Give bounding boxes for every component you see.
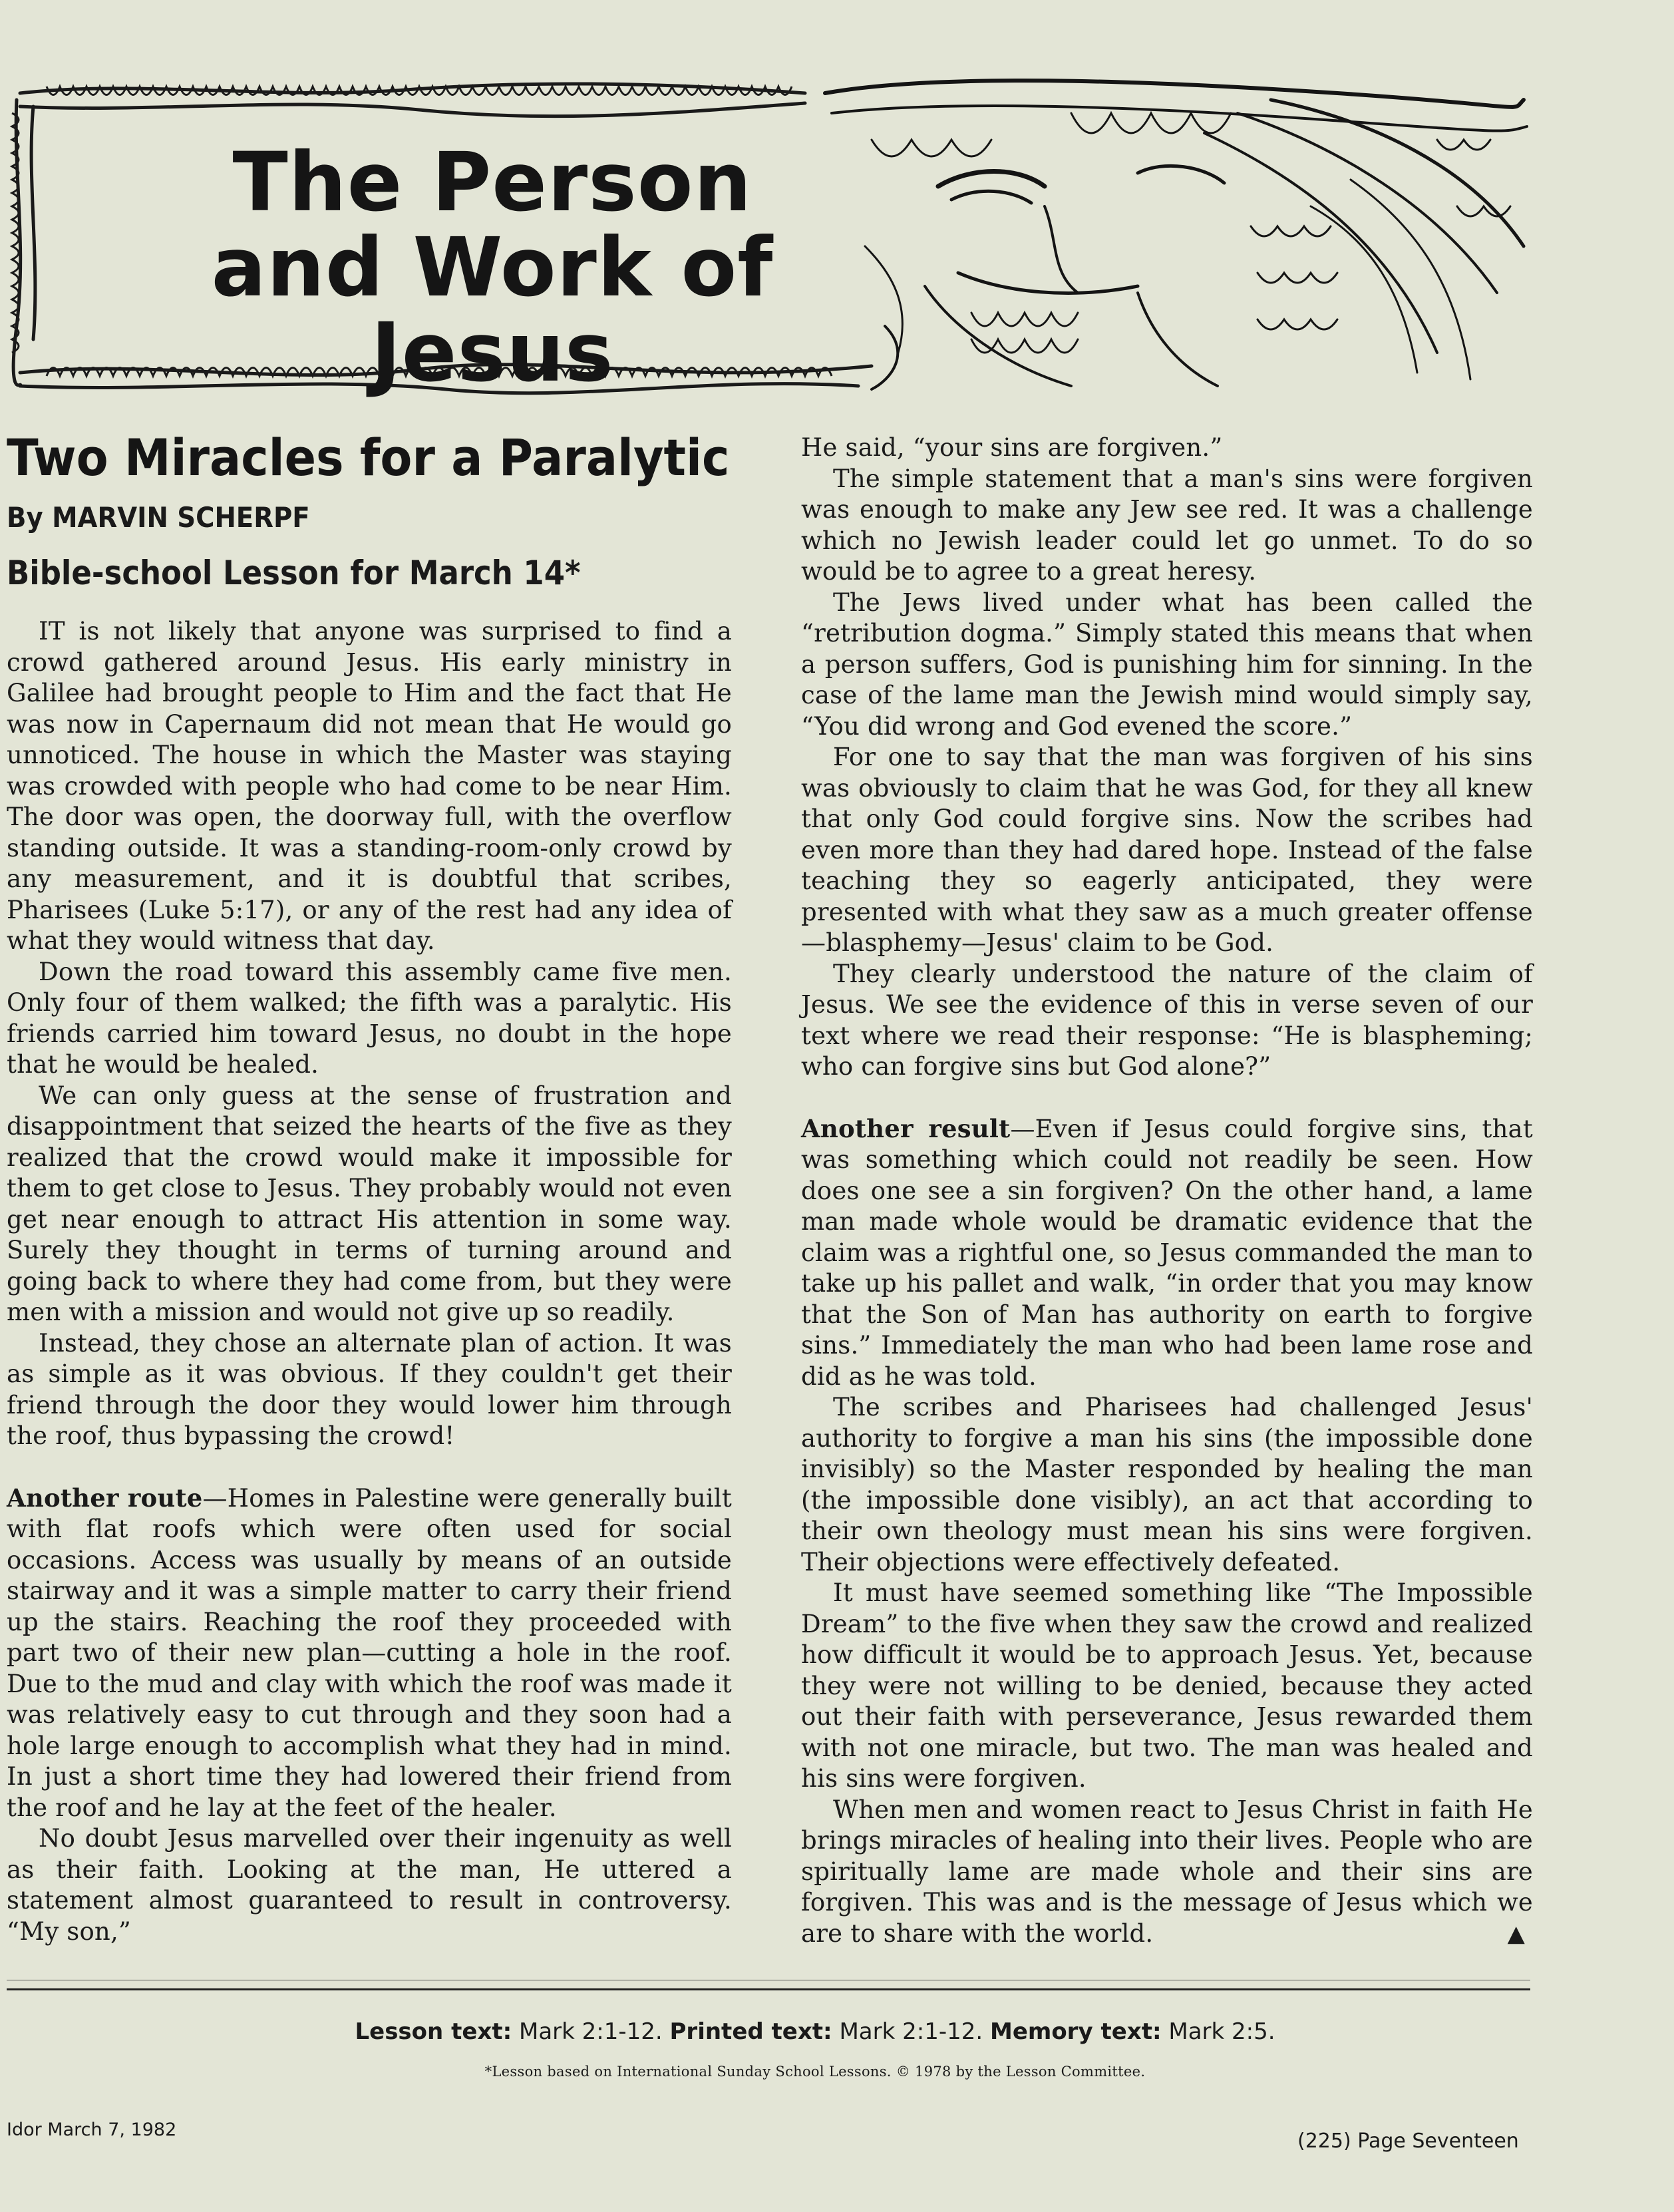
lesson-references: [7, 2016, 1623, 2047]
folio-date: Idor March 7, 1982: [7, 2120, 177, 2140]
lesson-heading: Bible-school Lesson for March 14*: [7, 554, 581, 592]
printed-text-value: Mark 2:1-12.: [839, 2018, 983, 2045]
paragraph: The Jews lived under what has been called the “retribution dogma.” Simply stated this means that when a person suffers, God is punishing him for sinning. In the case of the lame man the Jewish mind would simply say, “You did wrong and God evened the score.”: [801, 588, 1533, 741]
lesson-text-label: Lesson text:: [355, 2018, 512, 2045]
left-body: [7, 616, 732, 1947]
article-title: Two Miracles for a Paralytic: [7, 428, 730, 487]
paragraph: It must have seemed something like “The Impossible Dream” to the five when they saw the crowd and realized how difficult it would be to approach Jesus. Yet, because they were not willing to be denied, because they acted out their faith with perseverance, Jesus rewarded them with not one miracle, but two. The man was healed and his sins were forgiven.: [801, 1578, 1533, 1793]
paragraph: The scribes and Pharisees had challenged Jesus' authority to forgive a man his sins (the impossible done invisibly) so the Master responded by healing the man (the impossible done visibly), an act that according to their own theology must mean his sins were forgiven. Their objections were effectively defeated.: [801, 1393, 1533, 1576]
title-banner: [7, 73, 1530, 399]
banner-title-line2: and Work of Jesus: [211, 220, 774, 399]
left-column: [7, 426, 732, 1947]
lesson-text-value: Mark 2:1-12.: [518, 2018, 663, 2045]
divider-rule: [7, 1988, 1530, 1990]
memory-text-value: Mark 2:5.: [1168, 2018, 1275, 2045]
folio-page-number: (225) Page Seventeen: [1297, 2129, 1519, 2153]
paragraph: IT is not likely that anyone was surprised to find a crowd gathered around Jesus. His early ministry in Galilee had brought people to Him and the fact that He was now in Capernaum did not mean that He would go unnoticed. The house in which the Master was staying was crowded with people who had come to be near Him. The door was open, the doorway full, with the overflow standing outside. It was a standing-room-only crowd by any measurement, and it is doubtful that scribes, Pharisees (Luke 5:17), or any of the rest had any idea of what they would witness that day.: [7, 617, 732, 955]
banner-title: [100, 135, 885, 399]
printed-text-label: Printed text:: [669, 2018, 832, 2045]
paragraph: The simple statement that a man's sins were forgiven was enough to make any Jew see red. It was a challenge which no Jewish leader could let go unmet. To do so would be to agree to a great heresy.: [801, 464, 1533, 586]
section-another-result: [801, 1113, 1533, 1393]
paragraph: Instead, they chose an alternate plan of action. It was as simple as it was obvious. If they couldn't get their friend through the door they would lower him through the roof, thus bypassing the crowd!: [7, 1328, 732, 1450]
paragraph-final: [801, 1795, 1533, 1950]
paragraph: Down the road toward this assembly came five men. Only four of them walked; the fifth was a paralytic. His friends carried him toward Jesus, no doubt in the hope that he would be healed.: [7, 957, 732, 1079]
paragraph: They clearly understood the nature of the claim of Jesus. We see the evidence of this in verse seven of our text where we read their response: “He is blaspheming; who can forgive sins but God alone?”: [801, 959, 1533, 1081]
final-text: When men and women react to Jesus Christ in faith He brings miracles of healing into their lives. People who are spiritually lame are made whole and their sins are forgiven. This was and is the message of Jesus which we are to share with the world.: [801, 1795, 1533, 1948]
runin-heading: Another result: [801, 1113, 1011, 1143]
right-body: [801, 433, 1533, 1949]
section-another-route: [7, 1483, 732, 1824]
paragraph: No doubt Jesus marvelled over their ingenuity as well as their faith. Looking at the man, He uttered a statement almost guaranteed to result in controversy. “My son,”: [7, 1824, 732, 1946]
right-column: [801, 433, 1533, 1949]
section-text: —Homes in Palestine were generally built with flat roofs which were often used for social occasions. Access was usually by means of an outside stairway and it was a simple matter to carry their friend up the stairs. Reaching the roof they proceeded with part two of their new plan—cutting a hole in the roof. Due to the mud and clay with which the roof was made it was relatively easy to cut through and they soon had a hole large enough to accomplish what they had in mind. In just a short time they had lowered their friend from the roof and he lay at the feet of the healer.: [7, 1483, 732, 1822]
memory-text-label: Memory text:: [990, 2018, 1162, 2045]
section-text: —Even if Jesus could forgive sins, that was something which could not readily be seen. How does one see a sin forgiven? On the other hand, a lame man made whole would be dramatic evidence that the claim was a rightful one, so Jesus commanded the man to take up his pallet and walk, “in order that you may know that the Son of Man has authority on earth to forgive sins.” Immediately the man who had been lame rose and did as he was told.: [801, 1114, 1533, 1391]
footnote: *Lesson based on International Sunday School Lessons. © 1978 by the Lesson Committee.: [484, 2064, 1146, 2080]
byline: By MARVIN SCHERPF: [7, 501, 310, 534]
banner-title-line1: The Person: [232, 135, 753, 230]
paragraph: He said, “your sins are forgiven.”: [801, 433, 1223, 462]
end-mark-icon: ▲: [1507, 1920, 1525, 1947]
runin-heading: Another route: [7, 1483, 203, 1513]
paragraph: We can only guess at the sense of frustration and disappointment that seized the hearts of the five as they realized that the crowd would make it impossible for them to get close to Jesus. They probably would not even get near enough to attract His attention in some way. Surely they thought in terms of turning around and going back to where they had come from, but they were men with a mission and would not give up so readily.: [7, 1081, 732, 1326]
paragraph: For one to say that the man was forgiven of his sins was obviously to claim that he was God, for they all knew that only God could forgive sins. Now the scribes had even more than they had dared hope. Instead of the false teaching they so eagerly anticipated, they were presented with what they saw as a much greater offense—blasphemy—Jesus' claim to be God.: [801, 743, 1533, 957]
